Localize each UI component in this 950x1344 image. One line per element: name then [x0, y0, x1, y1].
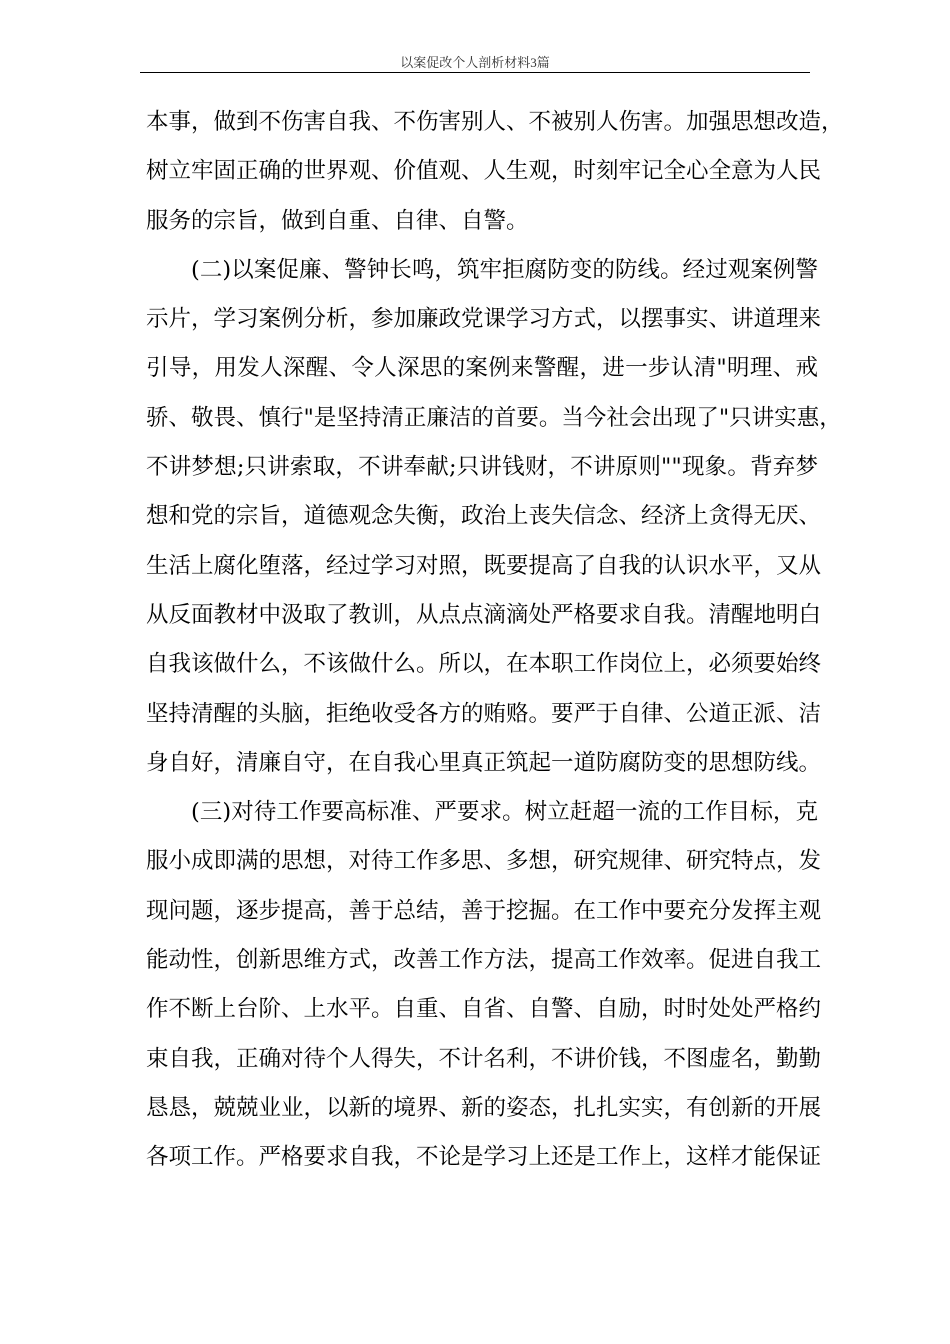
text-line: 从反面教材中汲取了教训，从点点滴滴处严格要求自我。清醒地明白 — [146, 601, 822, 628]
text-line: 恳恳，兢兢业业，以新的境界、新的姿态，扎扎实实，有创新的开展 — [146, 1094, 822, 1121]
text-line: 本事，做到不伤害自我、不伤害别人、不被别人伤害。加强思想改造， — [146, 109, 844, 135]
text-line: 坚持清醒的头脑，拒绝收受各方的贿赂。要严于自律、公道正派、洁 — [146, 700, 822, 727]
text-line: 自我该做什么，不该做什么。所以，在本职工作岗位上，必须要始终 — [146, 651, 822, 678]
document-body — [146, 98, 844, 1183]
page-header: 以案促改个人剖析材料3篇 — [400, 55, 550, 70]
text-line: (二)以案促廉、警钟长鸣，筑牢拒腐防变的防线。经过观案例警 — [191, 256, 818, 283]
text-line: 想和党的宗旨，道德观念失衡，政治上丧失信念、经济上贪得无厌、 — [146, 503, 822, 530]
text-line: (三)对待工作要高标准、严要求。树立赶超一流的工作目标，克 — [191, 799, 818, 826]
header-divider — [140, 72, 810, 73]
paragraph-2 — [146, 246, 842, 788]
text-line: 作不断上台阶、上水平。自重、自省、自警、自励，时时处处严格约 — [146, 996, 822, 1023]
text-line: 生活上腐化堕落，经过学习对照，既要提高了自我的认识水平，又从 — [146, 552, 822, 579]
text-line: 各项工作。严格要求自我，不论是学习上还是工作上，这样才能保证 — [146, 1144, 822, 1171]
text-line: 骄、敬畏、慎行"是坚持清正廉洁的首要。当今社会出现了"只讲实惠， — [146, 404, 842, 431]
text-line: 服务的宗旨，做到自重、自律、自警。 — [146, 207, 529, 234]
text-line: 不讲梦想;只讲索取，不讲奉献;只讲钱财，不讲原则""现象。背弃梦 — [146, 454, 818, 481]
text-line: 束自我，正确对待个人得失，不计名利，不讲价钱，不图虚名，勤勤 — [146, 1045, 822, 1072]
paragraph-3 — [146, 788, 822, 1182]
text-line: 现问题，逐步提高，善于总结，善于挖掘。在工作中要充分发挥主观 — [146, 897, 822, 924]
text-line: 身自好，清廉自守，在自我心里真正筑起一道防腐防变的思想防线。 — [146, 749, 822, 776]
text-line: 示片，学习案例分析，参加廉政党课学习方式，以摆事实、讲道理来 — [146, 306, 822, 333]
text-line: 服小成即满的思想，对待工作多思、多想，研究规律、研究特点，发 — [146, 848, 822, 875]
text-line: 能动性，创新思维方式，改善工作方法，提高工作效率。促进自我工 — [146, 947, 822, 974]
text-line: 引导，用发人深醒、令人深思的案例来警醒，进一步认清"明理、戒 — [146, 355, 818, 382]
text-line: 树立牢固正确的世界观、价值观、人生观，时刻牢记全心全意为人民 — [146, 158, 822, 185]
paragraph-1 — [146, 98, 844, 246]
